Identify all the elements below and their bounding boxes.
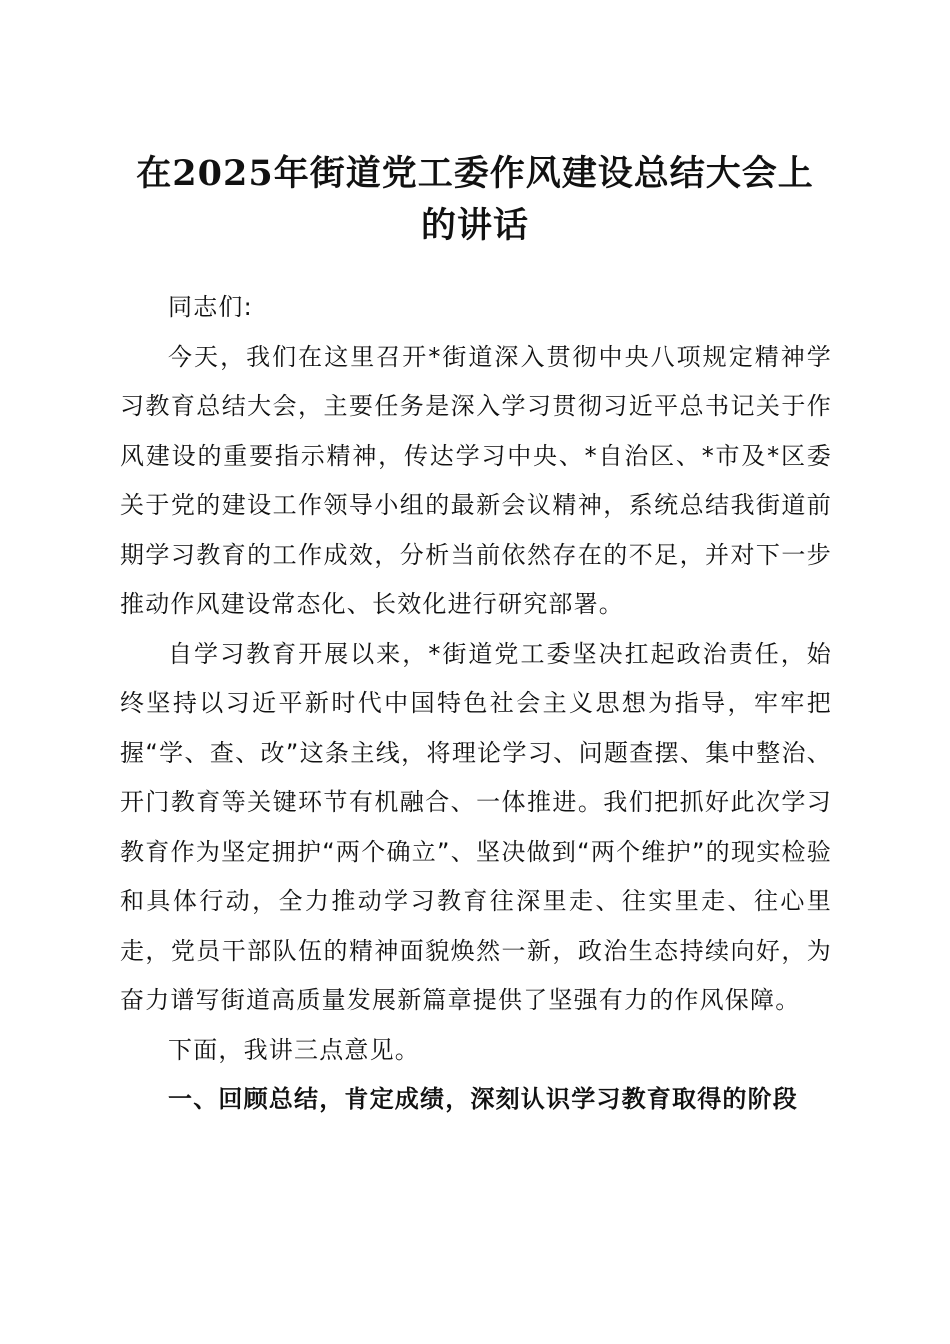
section-heading: 一、回顾总结，肯定成绩，深刻认识学习教育取得的阶段	[168, 1085, 798, 1113]
salutation: 同志们:	[168, 293, 253, 321]
paragraph-transition: 下面，我讲三点意见。	[168, 1035, 420, 1064]
paragraph-opening: 今天，我们在这里召开*街道深入贯彻中央八项规定精神学习教育总结大会，主要任务是深入学习贯彻习近平总书记关于作风建设的重要指示精神，传达学习中央、*自治区、*市及*区委关于党的建设工作领导小组的最新会议精神，系统总结我街道前期学习教育的工作成效，分析当前依然存在的不足，并对下一步推动作风建设常态化、长效化进行研究部署。	[120, 342, 832, 618]
document-title: 在2025年街道党工委作风建设总结大会上的讲话	[136, 153, 814, 246]
document-body	[120, 283, 832, 1125]
paragraph-achievements: 自学习教育开展以来，*街道党工委坚决扛起政治责任，始终坚持以习近平新时代中国特色社会主义思想为指导，牢牢把握“学、查、改”这条主线，将理论学习、问题查摆、集中整治、开门教育等关键环节有机融合、一体推进。我们把抓好此次学习教育作为坚定拥护“两个确立”、坚决做到“两个维护”的现实检验和具体行动，全力推动学习教育往深里走、往实里走、往心里走，党员干部队伍的精神面貌焕然一新，政治生态持续向好，为奋力谱写街道高质量发展新篇章提供了坚强有力的作风保障。	[120, 639, 832, 1014]
